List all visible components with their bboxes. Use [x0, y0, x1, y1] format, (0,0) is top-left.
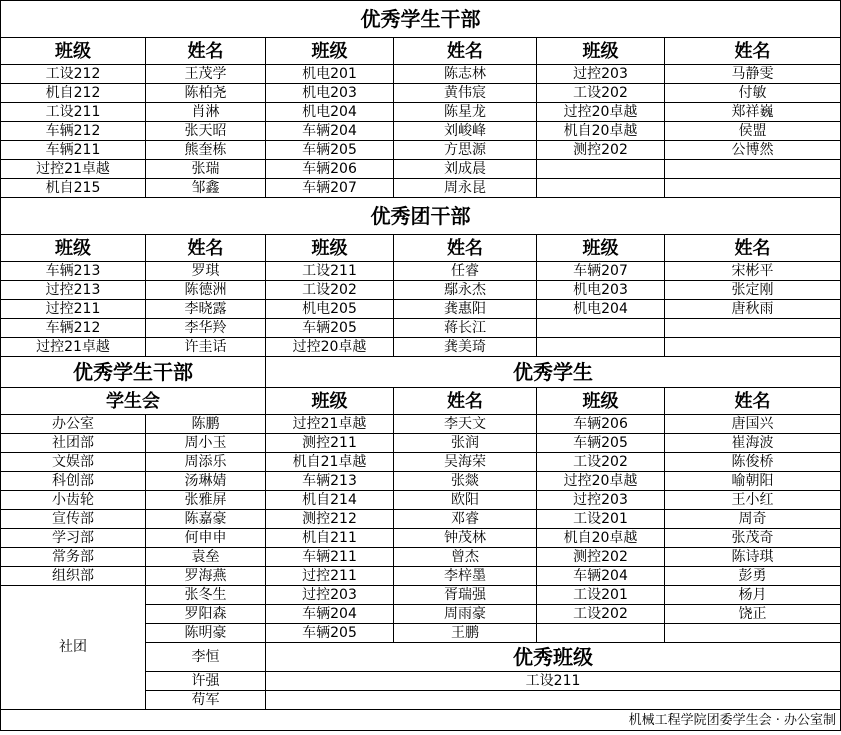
name-cell: 张天昭 [146, 122, 266, 141]
name-cell: 邹鑫 [146, 179, 266, 198]
table-row [1, 434, 841, 453]
name-cell: 袁垒 [146, 548, 266, 567]
name-cell: 黄伟宸 [394, 84, 537, 103]
class-cell: 车辆207 [537, 262, 665, 281]
name-cell: 熊奎栋 [146, 141, 266, 160]
table-row [1, 415, 841, 434]
table-row [1, 510, 841, 529]
name-cell: 许圭话 [146, 338, 266, 357]
class-cell: 车辆206 [537, 415, 665, 434]
name-cell: 张定刚 [665, 281, 841, 300]
name-cell: 蒋长江 [394, 319, 537, 338]
class-cell: 车辆205 [266, 624, 394, 643]
name-cell: 刘成晨 [394, 160, 537, 179]
department-cell: 社团部 [1, 434, 146, 453]
class-cell: 过控211 [1, 300, 146, 319]
class-cell: 机电204 [266, 103, 394, 122]
cadre-rows [1, 65, 841, 198]
class-cell: 车辆204 [266, 122, 394, 141]
cadre-title: 优秀学生干部 [1, 1, 841, 38]
column-header: 班级 [537, 388, 665, 415]
name-cell: 陈鹏 [146, 415, 266, 434]
table-row [1, 179, 841, 198]
table-row [1, 453, 841, 472]
class-cell: 车辆205 [266, 141, 394, 160]
classes-title: 优秀班级 [266, 643, 841, 672]
table-row [1, 586, 841, 605]
class-cell: 过控20卓越 [537, 472, 665, 491]
class-cell [537, 319, 665, 338]
class-cell: 过控20卓越 [537, 103, 665, 122]
table-row [1, 300, 841, 319]
table-row [1, 529, 841, 548]
name-cell [665, 160, 841, 179]
department-cell: 常务部 [1, 548, 146, 567]
column-header: 姓名 [146, 235, 266, 262]
column-header: 姓名 [665, 235, 841, 262]
class-cell: 过控213 [1, 281, 146, 300]
club-name-cell: 张冬生 [146, 586, 266, 605]
name-cell: 何申申 [146, 529, 266, 548]
department-cell: 科创部 [1, 472, 146, 491]
column-header: 班级 [266, 38, 394, 65]
class-cell: 工设201 [537, 586, 665, 605]
lower-section [1, 357, 841, 710]
class-cell: 车辆205 [266, 319, 394, 338]
class-cell: 工设202 [266, 281, 394, 300]
class-cell: 机自20卓越 [537, 529, 665, 548]
department-cell: 宣传部 [1, 510, 146, 529]
column-header: 班级 [266, 388, 394, 415]
class-cell: 车辆204 [537, 567, 665, 586]
class-cell: 过控203 [537, 491, 665, 510]
table-row [1, 160, 841, 179]
name-cell: 崔海波 [665, 434, 841, 453]
table-row [1, 472, 841, 491]
name-cell: 任睿 [394, 262, 537, 281]
column-header: 姓名 [394, 388, 537, 415]
column-header: 班级 [266, 235, 394, 262]
class-cell: 车辆212 [1, 122, 146, 141]
empty-cell [266, 691, 841, 710]
class-cell: 机电203 [537, 281, 665, 300]
class-cell: 车辆206 [266, 160, 394, 179]
class-cell: 测控202 [537, 141, 665, 160]
name-cell: 周永昆 [394, 179, 537, 198]
column-header: 姓名 [146, 38, 266, 65]
table-row [1, 548, 841, 567]
class-award-cell: 工设211 [266, 672, 841, 691]
column-header: 姓名 [665, 38, 841, 65]
league-header-row [1, 235, 841, 262]
name-cell: 李天文 [394, 415, 537, 434]
class-cell: 车辆213 [266, 472, 394, 491]
table-row [1, 281, 841, 300]
students-title: 优秀学生 [266, 357, 841, 388]
name-cell: 陈嘉豪 [146, 510, 266, 529]
table-row [1, 84, 841, 103]
name-cell: 公博然 [665, 141, 841, 160]
name-cell [665, 319, 841, 338]
class-cell: 车辆212 [1, 319, 146, 338]
class-cell: 机自212 [1, 84, 146, 103]
name-cell: 王小红 [665, 491, 841, 510]
name-cell: 曾杰 [394, 548, 537, 567]
name-cell: 侯盟 [665, 122, 841, 141]
name-cell: 肖淋 [146, 103, 266, 122]
table-row [1, 357, 841, 388]
club-label: 社团 [1, 586, 146, 710]
name-cell: 宋彬平 [665, 262, 841, 281]
name-cell: 欧阳 [394, 491, 537, 510]
name-cell: 陈柏尧 [146, 84, 266, 103]
table-row [1, 338, 841, 357]
class-cell: 车辆205 [537, 434, 665, 453]
name-cell: 陈德洲 [146, 281, 266, 300]
name-cell: 邓睿 [394, 510, 537, 529]
cadre-header-row [1, 38, 841, 65]
name-cell [665, 338, 841, 357]
table-row [1, 319, 841, 338]
class-cell [537, 179, 665, 198]
club-name-cell: 罗阳森 [146, 605, 266, 624]
name-cell: 郑祥巍 [665, 103, 841, 122]
column-header: 姓名 [665, 388, 841, 415]
name-cell: 张瑞 [146, 160, 266, 179]
name-cell [665, 179, 841, 198]
name-cell: 周小玉 [146, 434, 266, 453]
name-cell: 陈星龙 [394, 103, 537, 122]
name-cell: 罗海燕 [146, 567, 266, 586]
league-title: 优秀团干部 [1, 198, 841, 235]
club-name-cell: 陈明豪 [146, 624, 266, 643]
name-cell: 付敏 [665, 84, 841, 103]
column-header: 班级 [537, 38, 665, 65]
name-cell: 陈志林 [394, 65, 537, 84]
name-cell: 马静雯 [665, 65, 841, 84]
class-cell: 过控21卓越 [1, 160, 146, 179]
name-cell: 陈诗琪 [665, 548, 841, 567]
class-cell: 过控20卓越 [266, 338, 394, 357]
table-row [1, 567, 841, 586]
class-cell: 测控211 [266, 434, 394, 453]
table-row [1, 491, 841, 510]
league-rows [1, 262, 841, 357]
name-cell: 胥瑞强 [394, 586, 537, 605]
name-cell: 王鹏 [394, 624, 537, 643]
club-name-cell: 李恒 [146, 643, 266, 672]
class-cell: 工设202 [537, 84, 665, 103]
footer-credit: 机械工程学院团委学生会 · 办公室制 [1, 710, 841, 731]
department-cell: 文娱部 [1, 453, 146, 472]
column-header: 班级 [1, 235, 146, 262]
name-cell: 李晓露 [146, 300, 266, 319]
column-header: 班级 [537, 235, 665, 262]
club-name-cell: 许强 [146, 672, 266, 691]
name-cell: 汤琳婧 [146, 472, 266, 491]
name-cell: 彭勇 [665, 567, 841, 586]
club-name-cell: 苟军 [146, 691, 266, 710]
name-cell: 钟茂林 [394, 529, 537, 548]
name-cell: 陈俊桥 [665, 453, 841, 472]
name-cell: 张雅屏 [146, 491, 266, 510]
name-cell: 张茂奇 [665, 529, 841, 548]
name-cell: 龚惠阳 [394, 300, 537, 319]
table-row [1, 388, 841, 415]
class-cell: 机电205 [266, 300, 394, 319]
class-cell: 机自215 [1, 179, 146, 198]
class-cell: 机电201 [266, 65, 394, 84]
class-cell [537, 624, 665, 643]
name-cell: 张燚 [394, 472, 537, 491]
class-cell: 过控211 [266, 567, 394, 586]
name-cell: 方思源 [394, 141, 537, 160]
name-cell: 周雨豪 [394, 605, 537, 624]
class-cell: 过控21卓越 [266, 415, 394, 434]
class-cell: 车辆213 [1, 262, 146, 281]
class-cell: 机自214 [266, 491, 394, 510]
class-cell: 工设211 [1, 103, 146, 122]
class-cell: 工设202 [537, 605, 665, 624]
name-cell: 王茂学 [146, 65, 266, 84]
class-cell: 车辆211 [266, 548, 394, 567]
name-cell: 李梓墨 [394, 567, 537, 586]
class-cell: 工设202 [537, 453, 665, 472]
name-cell: 龚美琦 [394, 338, 537, 357]
class-cell: 工设212 [1, 65, 146, 84]
class-cell: 机电204 [537, 300, 665, 319]
name-cell: 罗琪 [146, 262, 266, 281]
class-cell: 机自211 [266, 529, 394, 548]
class-cell: 工设211 [266, 262, 394, 281]
class-cell: 测控202 [537, 548, 665, 567]
table-row [1, 262, 841, 281]
class-cell: 机自21卓越 [266, 453, 394, 472]
name-cell: 饶正 [665, 605, 841, 624]
class-cell: 机自20卓越 [537, 122, 665, 141]
column-header: 姓名 [394, 235, 537, 262]
class-cell: 过控203 [537, 65, 665, 84]
class-cell [537, 160, 665, 179]
column-header: 姓名 [394, 38, 537, 65]
name-cell: 周奇 [665, 510, 841, 529]
name-cell: 唐国兴 [665, 415, 841, 434]
name-cell: 吴海荣 [394, 453, 537, 472]
class-cell: 过控203 [266, 586, 394, 605]
name-cell: 唐秋雨 [665, 300, 841, 319]
class-cell: 车辆204 [266, 605, 394, 624]
name-cell: 李华羚 [146, 319, 266, 338]
name-cell: 周添乐 [146, 453, 266, 472]
department-cell: 办公室 [1, 415, 146, 434]
class-cell: 过控21卓越 [1, 338, 146, 357]
table-row [1, 122, 841, 141]
department-cell: 小齿轮 [1, 491, 146, 510]
class-cell: 机电203 [266, 84, 394, 103]
department-cell: 学习部 [1, 529, 146, 548]
name-cell: 张润 [394, 434, 537, 453]
column-header: 班级 [1, 38, 146, 65]
class-cell [537, 338, 665, 357]
name-cell: 鄢永杰 [394, 281, 537, 300]
union-subtitle: 学生会 [1, 388, 266, 415]
class-cell: 车辆207 [266, 179, 394, 198]
union-title: 优秀学生干部 [1, 357, 266, 388]
table-row [1, 103, 841, 122]
class-cell: 车辆211 [1, 141, 146, 160]
class-cell: 工设201 [537, 510, 665, 529]
table-row [1, 141, 841, 160]
name-cell [665, 624, 841, 643]
name-cell: 喻朝阳 [665, 472, 841, 491]
name-cell: 刘峻峰 [394, 122, 537, 141]
class-cell: 测控212 [266, 510, 394, 529]
name-cell: 杨月 [665, 586, 841, 605]
department-cell: 组织部 [1, 567, 146, 586]
table-row [1, 65, 841, 84]
